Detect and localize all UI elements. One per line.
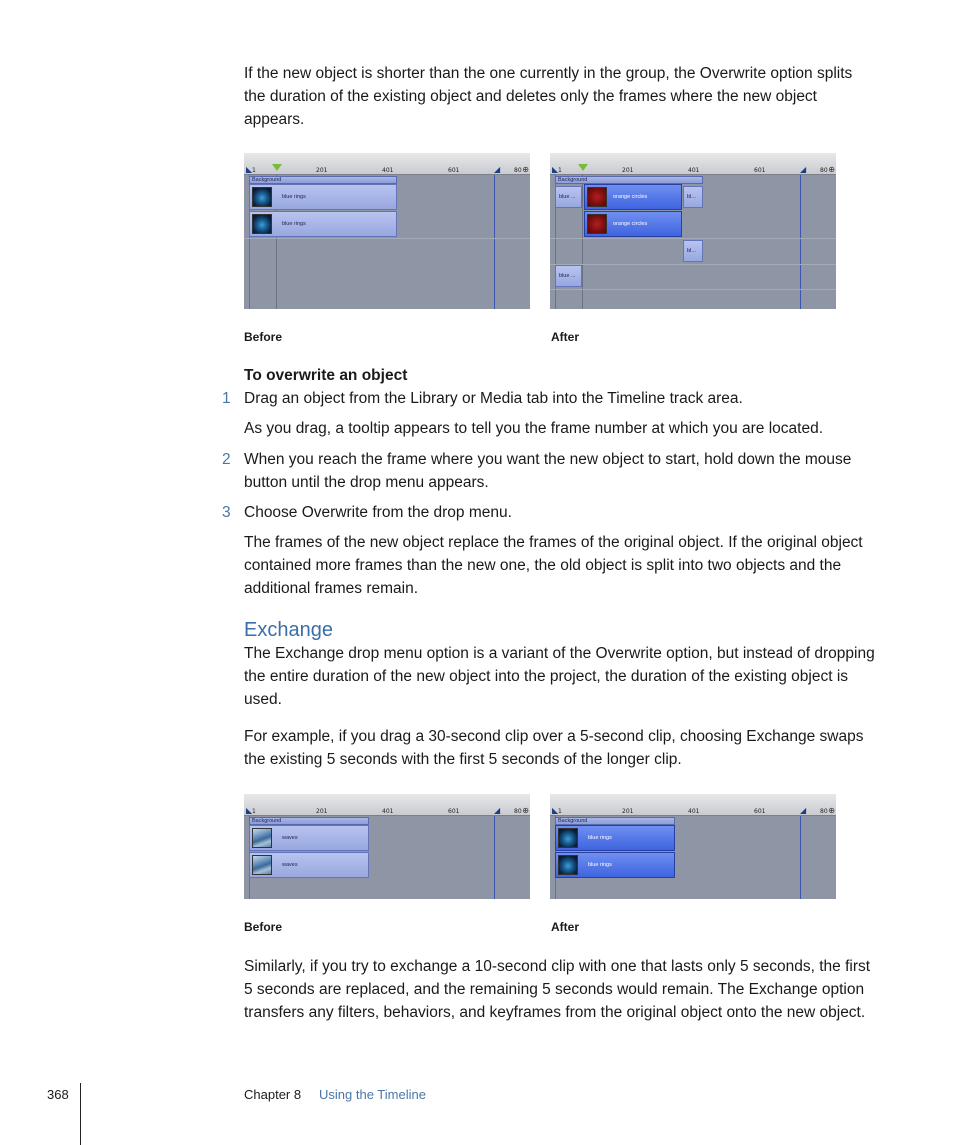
ruler-tick: 401 — [688, 167, 700, 174]
intro-paragraph: If the new object is shorter than the one currently in the group, the Overwrite option splits the duration of the existing object and deletes only the frames where the new object appears. — [244, 65, 853, 128]
clip-label: bl... — [687, 194, 696, 200]
clip-thumbnail — [587, 187, 607, 207]
exchange-paragraph-2: For example, if you drag a 30-second clip over a 5-second clip, choosing Exchange swaps the existing 5 seconds with the first 5 seconds of the longer clip. — [244, 728, 864, 768]
ruler-tick: 401 — [688, 808, 700, 815]
clip — [683, 186, 703, 208]
ruler-tick: 601 — [754, 167, 766, 174]
ruler-tick: 601 — [448, 167, 460, 174]
ruler-tick: 80 — [820, 167, 828, 174]
clip-label: blue rings — [588, 862, 612, 868]
ruler-tick: 1 — [558, 808, 562, 815]
clip-label: waves — [282, 835, 298, 841]
clip-thumbnail — [252, 855, 272, 875]
out-marker-icon: ◢ — [494, 165, 501, 174]
clip-label: waves — [282, 862, 298, 868]
figure-caption: Before — [244, 920, 283, 934]
ruler-tick: 1 — [252, 167, 256, 174]
chapter-title: Using the Timeline — [319, 1087, 426, 1102]
timeline-before-exchange — [244, 794, 530, 899]
ruler-tick: 80 — [820, 808, 828, 815]
step-note: As you drag, a tooltip appears to tell you the frame number at which you are located. — [244, 420, 823, 437]
group-bar: Background — [555, 176, 703, 184]
clip-thumbnail — [252, 187, 272, 207]
clip — [683, 240, 703, 262]
clip-label: blue ... — [559, 194, 576, 200]
clip-selected — [584, 211, 682, 237]
ruler-tick: 601 — [448, 808, 460, 815]
zoom-icon: ⊕ — [522, 165, 529, 174]
ruler-tick: 201 — [622, 167, 634, 174]
figure-caption: Before — [244, 330, 283, 344]
ruler-tick: 401 — [382, 808, 394, 815]
footer-divider — [80, 1083, 81, 1145]
ruler-tick: 201 — [316, 808, 328, 815]
clip-thumbnail — [558, 855, 578, 875]
timeline-ruler — [244, 794, 530, 816]
exchange-paragraph-3: Similarly, if you try to exchange a 10-second clip with one that lasts only 5 seconds, the first 5 seconds are replaced, and the remaining 5 seconds would remain. The Exchange option transfers any filters, behaviors, and keyframes from the original object onto the new object. — [244, 958, 871, 1021]
ruler-tick: 201 — [622, 808, 634, 815]
procedure-title: To overwrite an object — [244, 367, 408, 384]
timeline-before-overwrite — [244, 153, 530, 309]
clip — [555, 265, 582, 287]
out-marker-icon: ◢ — [494, 806, 501, 815]
exchange-paragraph-1: The Exchange drop menu option is a variant of the Overwrite option, but instead of dropping the entire duration of the new object into the project, the duration of the existing object is used. — [244, 645, 875, 708]
step-number: 3 — [222, 504, 231, 521]
playhead-icon — [578, 164, 588, 171]
step-number: 1 — [222, 390, 231, 407]
clip — [249, 184, 397, 210]
clip-label: blue rings — [282, 221, 306, 227]
timeline-after-exchange — [550, 794, 836, 899]
clip — [249, 825, 369, 851]
clip-label: orange circles — [613, 194, 648, 200]
clip-label: blue rings — [588, 835, 612, 841]
in-marker-icon: ◣ — [552, 165, 559, 174]
out-marker-icon: ◢ — [800, 165, 807, 174]
ruler-tick: 80 — [514, 167, 522, 174]
in-marker-icon: ◣ — [246, 165, 253, 174]
section-heading: Exchange — [244, 619, 333, 641]
page-number: 368 — [47, 1087, 69, 1102]
clip-thumbnail — [558, 828, 578, 848]
out-marker-icon: ◢ — [800, 806, 807, 815]
group-bar: Background — [249, 176, 397, 184]
step-note: The frames of the new object replace the frames of the original object. If the original object contained more frames than the new one, the old object is split into two objects and the additional frames remain. — [244, 534, 863, 597]
clip-label: blue rings — [282, 194, 306, 200]
figure-caption: After — [551, 920, 580, 934]
chapter-label: Chapter 8 — [244, 1087, 302, 1102]
clip-selected — [555, 825, 675, 851]
timeline-ruler — [550, 794, 836, 816]
playhead-icon — [272, 164, 282, 171]
in-marker-icon: ◣ — [246, 806, 253, 815]
step-text: Choose Overwrite from the drop menu. — [244, 504, 512, 521]
zoom-icon: ⊕ — [828, 806, 835, 815]
clip — [555, 186, 582, 208]
timeline-after-overwrite — [550, 153, 836, 309]
clip-thumbnail — [252, 828, 272, 848]
ruler-tick: 601 — [754, 808, 766, 815]
clip-thumbnail — [252, 214, 272, 234]
clip-thumbnail — [587, 214, 607, 234]
in-marker-icon: ◣ — [552, 806, 559, 815]
ruler-tick: 1 — [252, 808, 256, 815]
group-bar: Background — [249, 817, 369, 825]
clip-label: orange circles — [613, 221, 648, 227]
ruler-tick: 401 — [382, 167, 394, 174]
clip-label: blue ... — [559, 273, 576, 279]
clip-selected — [555, 852, 675, 878]
group-bar: Background — [555, 817, 675, 825]
timeline-ruler — [244, 153, 530, 175]
step-text: When you reach the frame where you want the new object to start, hold down the mouse button until the drop menu appears. — [244, 451, 852, 491]
zoom-icon: ⊕ — [522, 806, 529, 815]
figure-caption: After — [551, 330, 580, 344]
clip — [249, 852, 369, 878]
ruler-tick: 201 — [316, 167, 328, 174]
timeline-ruler — [550, 153, 836, 175]
step-text: Drag an object from the Library or Media tab into the Timeline track area. — [244, 390, 743, 407]
zoom-icon: ⊕ — [828, 165, 835, 174]
step-number: 2 — [222, 451, 231, 468]
ruler-tick: 1 — [558, 167, 562, 174]
clip-label: bl... — [687, 248, 696, 254]
clip-selected — [584, 184, 682, 210]
ruler-tick: 80 — [514, 808, 522, 815]
clip — [249, 211, 397, 237]
